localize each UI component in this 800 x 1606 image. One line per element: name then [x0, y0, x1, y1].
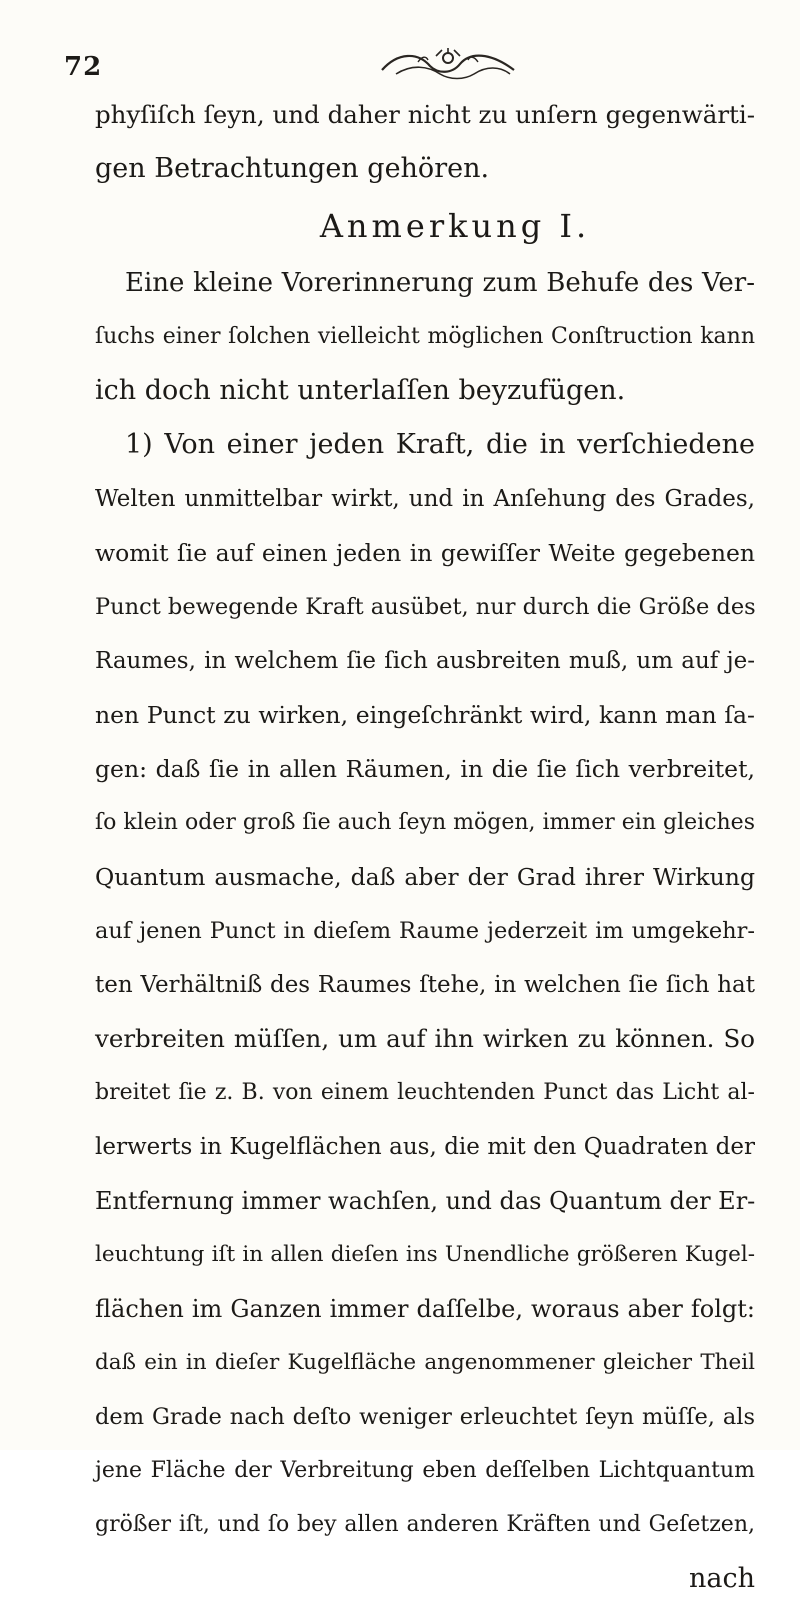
text-line: phyſiſch ſeyn, und daher nicht zu unſern gegenwärti- [95, 100, 755, 129]
text-line: ſuchs einer ſolchen vielleicht möglichen Conſtruction kann [95, 324, 755, 349]
text-line: Punct bewegende Kraft ausübet, nur durch die Größe des [95, 594, 756, 620]
text-line: nen Punct zu wirken, eingeſchränkt wird, kann man ſa- [95, 701, 755, 729]
text-line: dem Grade nach deſto weniger erleuchtet ſeyn müſſe, als [95, 1404, 755, 1430]
catchword: nach [689, 1563, 755, 1594]
text-line: ſo klein oder groß ſie auch ſeyn mögen, immer ein gleiches [95, 810, 755, 835]
text-line: gen: daß ſie in allen Räumen, in die ſie ſich verbreitet, [95, 755, 755, 783]
text-line: Quantum ausmache, daß aber der Grad ihrer Wirkung [95, 863, 755, 891]
text-line: jene Fläche der Verbreitung eben deſſelben Lichtquantum [95, 1458, 755, 1483]
text-line: Entfernung immer wachſen, und das Quantum der Er- [95, 1187, 756, 1215]
text-line: breitet ſie z. B. von einem leuchtenden Punct das Licht al- [95, 1080, 755, 1105]
body-text [95, 88, 755, 1606]
text-line: 1) Von einer jeden Kraft, die in verſchiedene [125, 429, 755, 460]
page-number: 72 [64, 52, 103, 82]
section-heading: Anmerkung I. [319, 207, 591, 245]
text-line: auf jenen Punct in dieſem Raume jederzeit im umgekehr- [95, 918, 755, 944]
text-line: gen Betrachtungen gehören. [95, 153, 490, 184]
printer-ornament-icon [378, 44, 518, 84]
text-line: verbreiten müſſen, um auf ihn wirken zu können. So [95, 1024, 755, 1053]
text-line: ten Verhältniß des Raumes ſtehe, in welchen ſie ſich hat [95, 972, 755, 998]
text-line: größer iſt, und ſo bey allen anderen Kräften und Geſetzen, [95, 1512, 755, 1537]
text-line: womit ſie auf einen jeden in gewiſſer Weite gegebenen [95, 539, 755, 567]
text-line: daß ein in dieſer Kugelfläche angenommener gleicher Theil [95, 1350, 755, 1375]
text-line: flächen im Ganzen immer daſſelbe, woraus aber folgt: [95, 1295, 755, 1323]
text-line: lerwerts in Kugelflächen aus, die mit den Quadraten der [95, 1134, 755, 1160]
text-line: Eine kleine Vorerinnerung zum Behufe des Ver- [125, 268, 755, 298]
text-line: Welten unmittelbar wirkt, und in Anſehung des Grades, [95, 486, 755, 512]
text-line: Raumes, in welchem ſie ſich ausbreiten muß, um auf je- [95, 648, 755, 674]
text-line: ich doch nicht unterlaſſen beyzufügen. [95, 375, 626, 406]
text-line: leuchtung iſt in allen dieſen ins Unendliche größeren Kugel- [95, 1242, 755, 1267]
